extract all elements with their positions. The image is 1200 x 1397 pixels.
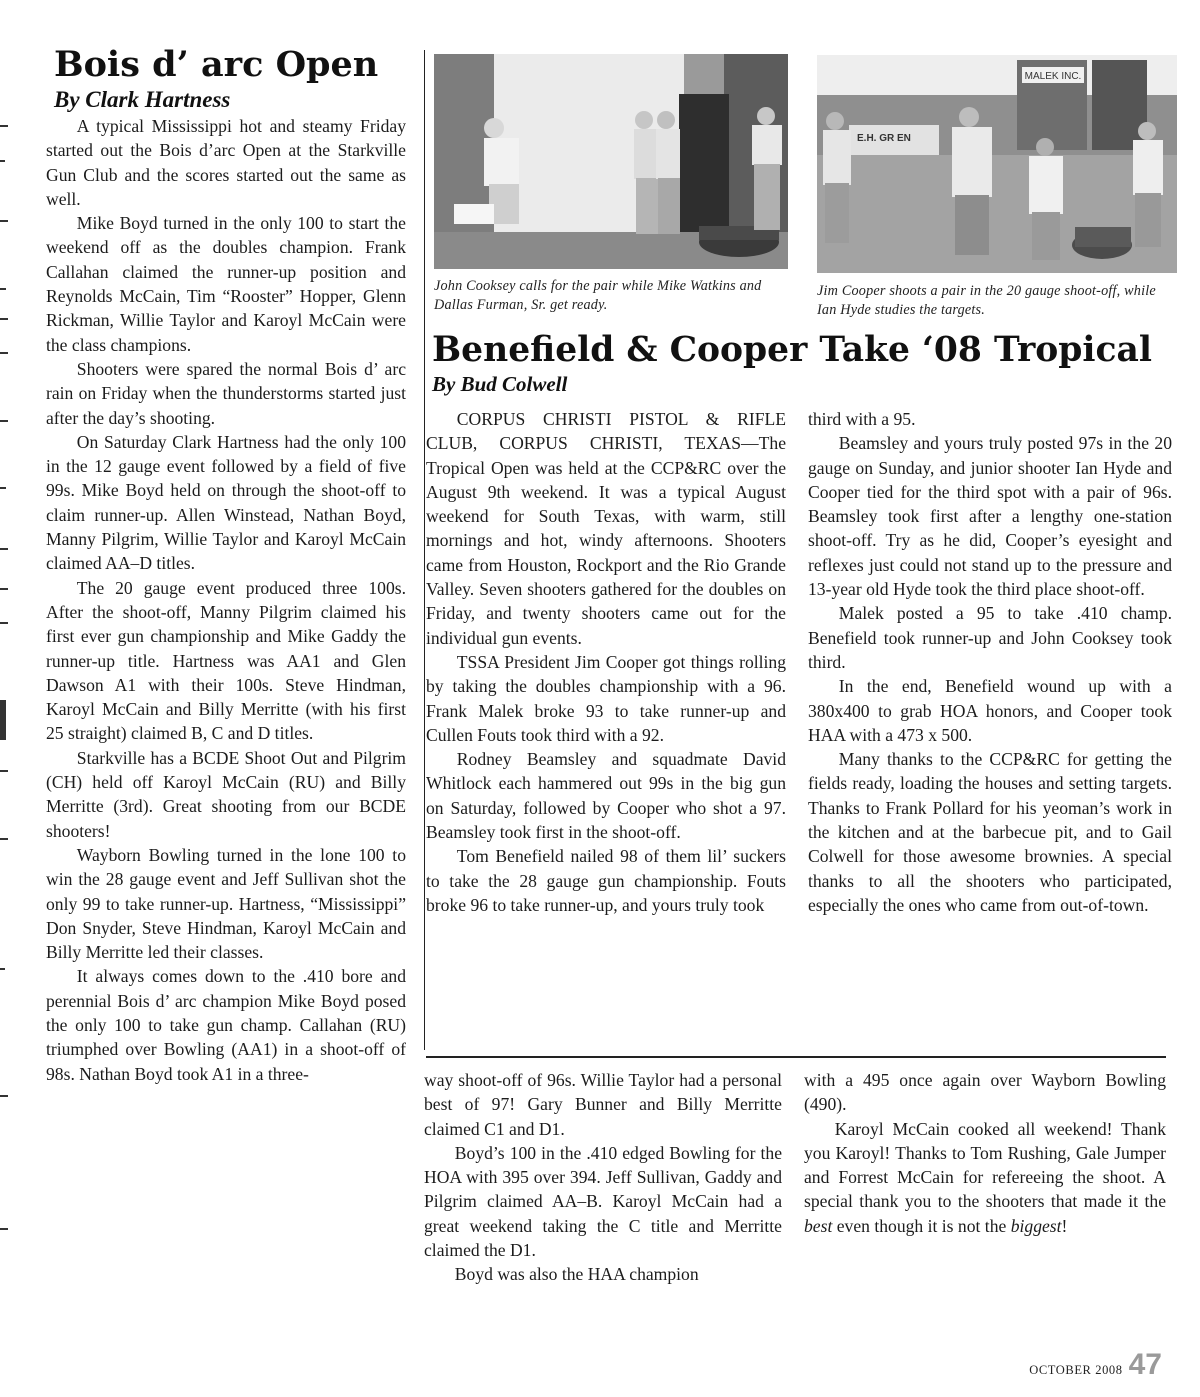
article1-paragraph: with a 495 once again over Wayborn Bowling (490). xyxy=(804,1070,1166,1115)
article1-paragraph: A typical Mississippi hot and steamy Friday started out the Bois d’arc Open at the Starkville Gun Club and the scores started out the same as well. xyxy=(46,116,406,209)
article2-paragraph: third with a 95. xyxy=(808,409,916,429)
article1-paragraph: Starkville has a BCDE Shoot Out and Pilgrim (CH) held off Karoyl McCain (RU) and Billy Merritte (3rd). Great shooting from our BCDE shooters! xyxy=(46,747,406,841)
article2-paragraph: Beamsley and yours truly posted 97s in the 20 gauge on Sunday, and junior shooter Ian Hyde and Cooper tied for the third spot with a pair of 96s. Beamsley took first after a lengthy one-station shoot-off. Try as he did, Cooper’s eyesight and reflexes just could not stand up to the pressure and 13-year old Hyde took the third place shoot-off. xyxy=(808,433,1172,600)
closing-text: Karoyl McCain cooked all weekend! Thank you Karoyl! Thanks to Tom Rushing, Gale Jumper and Forrest McCain for refereeing the shoot. A special thank you to the shooters that made it the xyxy=(804,1118,1166,1212)
article2-byline: By Bud Colwell xyxy=(432,372,568,396)
article1-title: Bois d’ arc Open xyxy=(54,44,379,85)
photo-left-image xyxy=(434,54,788,269)
article2-paragraph: Many thanks to the CCP&RC for getting the fields ready, loading the houses and setting targets. Thanks to Frank Pollard for his yeoman’s work in the kitchen and at the barbecue pit, and to Gail Colwell for those awesome brownies. A special thanks to all the shooters who participated, especially the ones who came from out-of-town. xyxy=(808,749,1172,915)
page-number: 47 xyxy=(1128,1348,1162,1381)
article2-column-2 xyxy=(808,407,1172,917)
article2-paragraph: Malek posted a 95 to take .410 champ. Benefield took runner-up and John Cooksey took third. xyxy=(808,603,1172,672)
article2-column-1 xyxy=(426,407,786,917)
photo-right-image xyxy=(817,55,1177,273)
article2-paragraph: TSSA President Jim Cooper got things rolling by taking the doubles championship with a 96. Frank Malek broke 93 to take runner-up and Cullen Fouts took third with a 92. xyxy=(426,651,786,745)
photo-right-caption: Jim Cooper shoots a pair in the 20 gauge shoot-off, while Ian Hyde studies the targets. xyxy=(817,283,1156,318)
article1-continuation-column-2 xyxy=(804,1068,1166,1238)
article1-paragraph: Mike Boyd turned in the only 100 to start the weekend off as the doubles champion. Frank Callahan claimed the runner-up position and Reynolds McCain, Tim “Rooster” Hopper, Glenn Rickman, Willie Taylor and Karoyl McCain were the class champions. xyxy=(46,213,406,355)
article1-paragraph: Boyd was also the HAA champion xyxy=(454,1264,699,1285)
malek-sign-text: MALEK INC. xyxy=(1024,71,1082,82)
article1-byline: By Clark Hartness xyxy=(54,87,231,112)
closing-text-end: ! xyxy=(1061,1215,1068,1236)
article1-paragraph: Boyd’s 100 in the .410 edged Bowling for the HOA with 395 over 394. Jeff Sullivan, Gaddy and Pilgrim claimed AA–B. Karoyl McCain had a great weekend taking the C title and Merritte claimed the D1. xyxy=(424,1142,782,1261)
photo-shooters-right xyxy=(817,55,1177,273)
section-divider-rule xyxy=(426,1056,1166,1058)
closing-text-mid: even though it is not the xyxy=(832,1215,1011,1236)
article2-paragraph: Rodney Beamsley and squadmate David Whitlock each hammered out 99s in the big gun on Saturday, followed by Cooper who shot a 97. Beamsley took first in the shoot-off. xyxy=(426,749,786,843)
article2-paragraph: In the end, Benefield wound up with a 380x400 to grab HOA honors, and Cooper took HAA with a 473 x 500. xyxy=(808,676,1172,745)
article1-column xyxy=(46,114,406,1086)
photo-shooters-left xyxy=(434,54,788,269)
column-divider-rule xyxy=(424,50,425,1050)
page-footer xyxy=(1029,1348,1162,1382)
emphasis-biggest: biggest xyxy=(1010,1215,1062,1236)
photo-left-caption: John Cooksey calls for the pair while Mike Watkins and Dallas Furman, Sr. get ready. xyxy=(434,278,762,313)
banner-line-1: E.H. GR EN xyxy=(857,133,911,144)
article2-paragraph: Tom Benefield nailed 98 of them lil’ suckers to take the 28 gauge gun championship. Fouts broke 96 to take runner-up, and yours truly took xyxy=(426,846,786,915)
article1-closing-paragraph xyxy=(804,1117,1166,1238)
article1-paragraph: way shoot-off of 96s. Willie Taylor had a personal best of 97! Gary Bunner and Billy Merritte claimed C1 and D1. xyxy=(424,1070,782,1139)
article1-paragraph: Shooters were spared the normal Bois d’ arc rain on Friday when the thunderstorms started just after the day’s shooting. xyxy=(46,358,406,428)
article1-paragraph: On Saturday Clark Hartness had the only 100 in the 12 gauge event followed by a field of five 99s. Mike Boyd held on through the shoot-off to claim runner-up. Allen Winstead, Nathan Boyd, Manny Pilgrim, Willie Taylor and Karoyl McCain claimed AA–D titles. xyxy=(46,431,406,574)
article1-paragraph: Wayborn Bowling turned in the lone 100 to win the 28 gauge event and Jeff Sullivan shot the only 99 to take runner-up. Hartness, “Mississippi” Don Snyder, Steve Hindman, Karoyl McCain and Billy Merritte led their classes. xyxy=(46,844,406,963)
article1-paragraph: It always comes down to the .410 bore and perennial Bois d’ arc champion Mike Boyd posed the only 100 to take gun champ. Callahan (RU) triumphed over Bowling (AA1) in a shoot-off of 98s. Nathan Boyd took A1 in a three- xyxy=(46,966,406,1084)
issue-date: OCTOBER 2008 xyxy=(1029,1363,1123,1377)
article2-paragraph: CORPUS CHRISTI PISTOL & RIFLE CLUB, CORPUS CHRISTI, TEXAS—The Tropical Open was held at the CCP&RC over the August 9th weekend. It was a typical August weekend for South Texas, with warm, still mornings and hot, windy afternoons. Shooters came from Houston, Rockport and the Rio Grande Valley. Seven shooters gathered for the doubles on Friday, and twenty shooters came out for the individual gun events. xyxy=(426,409,786,648)
article1-paragraph: The 20 gauge event produced three 100s. After the shoot-off, Manny Pilgrim claimed his first ever gun championship and Mike Gaddy the runner-up title. Hartness was AA1 and Glen Dawson A1 with their 100s. Steve Hindman, Karoyl McCain and Billy Merritte (with his first 25 straight) claimed B, C and D titles. xyxy=(46,577,406,744)
emphasis-best: best xyxy=(804,1215,833,1236)
article2-title: Benefield & Cooper Take ‘08 Tropical xyxy=(432,330,1152,370)
article1-continuation-column-1 xyxy=(424,1068,782,1287)
